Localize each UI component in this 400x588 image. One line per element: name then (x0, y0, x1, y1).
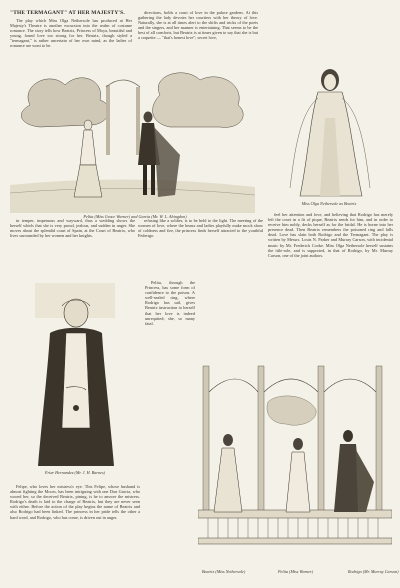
garden-caption: Pelita (Miss Grace Warner) and Garcia (Mr. W. L. Abingdon) (83, 214, 187, 219)
paragraph: refusing like a soldier, is to be held to the light. The meeting of the women of love, where the beaux and ladies playfully make mock show of coldness and fire, the princess finds herself attracted to the youthful Federigo. (138, 218, 263, 239)
friar-figure-drawing (10, 278, 140, 470)
balcony-illustration (198, 362, 399, 580)
article-headline: "THE TERMAGANT" AT HER MAJESTY'S. (10, 10, 125, 16)
nethersole-portrait (270, 58, 388, 206)
beatrix-caption: Beatrix (Miss Nethersole) (202, 569, 246, 574)
rodrigo-caption: Rodrigo (Mr. Murray Carson) (348, 569, 399, 574)
paragraph: directions, holds a court of love in the palace gardens. At this gathering the lady devotes her courtiers with her theory of love. Naturally, she is at all times alert to the shifts and tricks of the poets and the singers, and her manner is entertaining. That seems to be the best of all comforts, but Beatrix is at times given to say that she is but a coquette — "that's honest love"; secret love, (138, 10, 258, 41)
friar-portrait (10, 278, 140, 478)
column-2-top-text (138, 10, 258, 66)
paragraph: in temper, impetuous and wayward, thus a wedding shows the herself whirls that she is very proud, jealous, and sudden in anger. She moves about the splendid court of Spain, at the Court of Beatrix, who lives surrounded by her women and her knights. (10, 218, 135, 239)
paragraph: The play which Miss Olga Nethersole has produced at Her Majesty's Theatre is another excursion into the realm of costume romance. The story tells how Beatrix, Princess of Moya, beautiful and young, found love too strong for her. Beatrix, though styled a "termagant," is rather uncertain of her own mind, as the ladies of romance are wont to be. (10, 18, 132, 49)
garden-illustration (10, 65, 255, 219)
paragraph: Felipe, who loves her mistress's eye. This Felipe, whose husband is almost fighting the Moors, has been intriguing with one Don Garcia, who wooed her, so the deceived Beatrix, pining, is he to answer the mistress. Rodrigo's death is laid to the charge of Beatrix, but they are never seen with either. Before the action of the play begins the name of Beatrix and also Rodrigo had been linked. The princess in her pride tells the other a hard word, and Rodrigo, who has come, is driven out in anger. (10, 484, 140, 520)
friar-caption: Friar Hernandez (Mr. J. H. Barnes) (44, 470, 105, 475)
pelita-caption: Pelita (Miss Warner) (278, 569, 314, 574)
column-3-mid-text (268, 212, 393, 360)
column-1-bottom-text (10, 484, 140, 580)
paragraph: feel her attention and love, and believing that Rodrigo has merely left the court in a fit of pique, Beatrix sends for him, and in order to receive him nobly, decks herself as for the bridal. He is borne into her presence dead. Then Beatrix remembers the poisoned ring and falls dead. Love has slain both Rodrigo and the Termagant. The play is written by Messrs. Louis N. Parker and Murray Carson, with incidental music by Mr. Frederick Cooke. Miss Olga Nethersole herself sustains the title-role, and is supported, in that of Rodrigo, by Mr. Murray Carson, one of the joint authors. (268, 212, 393, 258)
garden-scene-drawing (10, 65, 255, 213)
column-2-mid-text (138, 218, 263, 272)
column-1-mid-text (10, 218, 135, 272)
nethersole-caption: Miss Olga Nethersole as Beatrix (301, 201, 357, 206)
balcony-scene-drawing (198, 362, 392, 568)
nethersole-figure-drawing (270, 58, 388, 200)
column-2-narrow-text (145, 280, 195, 470)
paragraph: Pelita, through the Princess, has some form of confidence to the poison. A well-sealed ring, where Rodrigo has sail, gives Beatrix instruction to herself that her love is indeed unrequited; she, so many fatal. (145, 280, 195, 326)
